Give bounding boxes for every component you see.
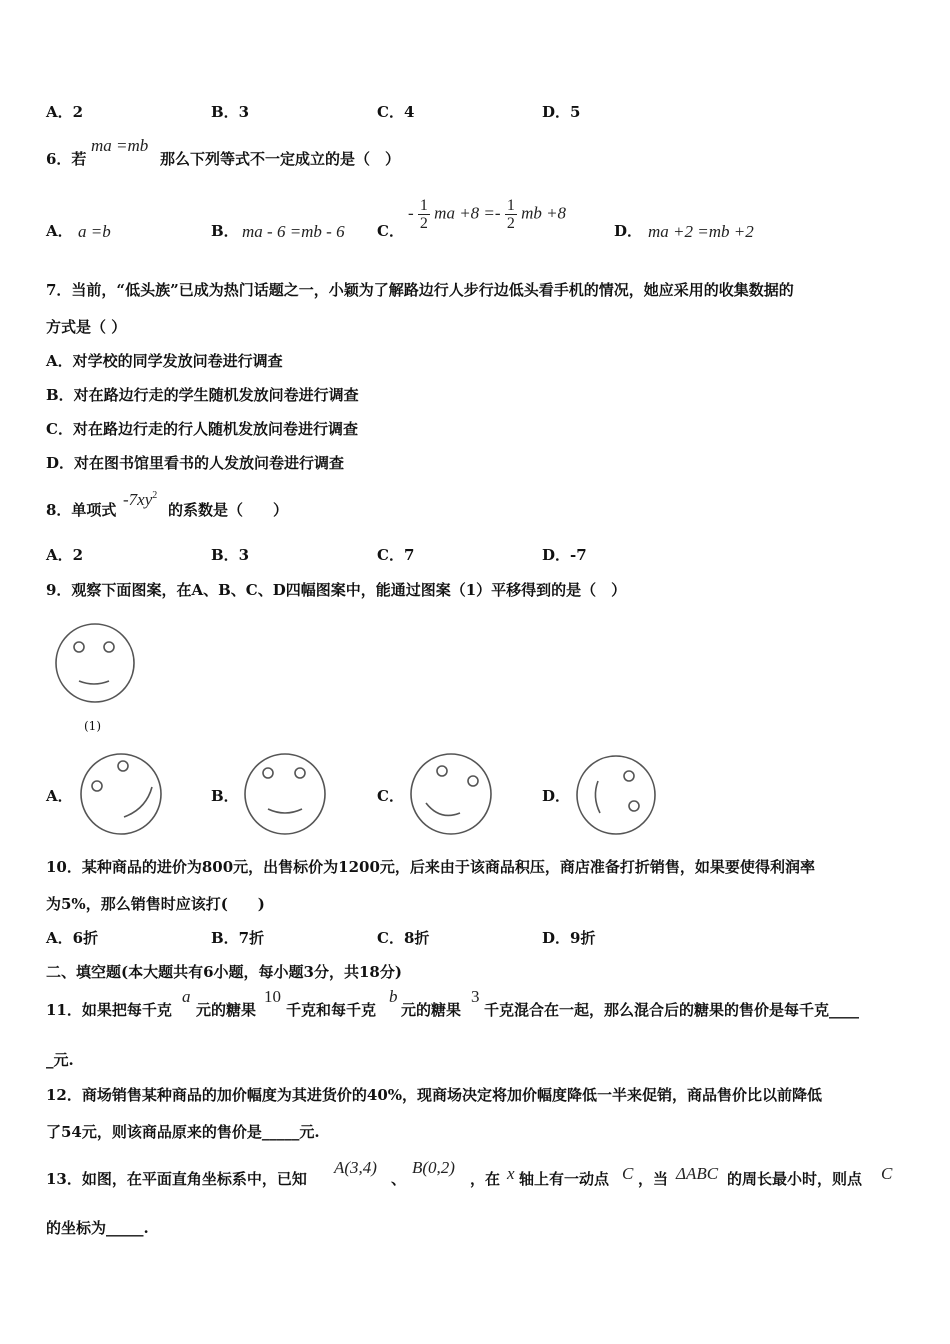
q13-text-line2: 的坐标为_____.: [46, 1219, 149, 1237]
face-option-c: [410, 753, 492, 835]
q10-option-c: C．8折: [377, 929, 430, 947]
q6-option-d-expr: ma +2 =mb +2: [648, 222, 754, 241]
q9-option-c-label: C．: [377, 787, 404, 805]
q6-prefix: 6．若: [46, 150, 87, 168]
q13-point-a: A(3,4): [334, 1158, 377, 1177]
q8-option-d: D．-7: [542, 546, 587, 564]
face-figure-1: [55, 623, 135, 703]
q6-frac2-den: 2: [506, 215, 515, 232]
q8-expr-exponent: 2: [152, 490, 158, 501]
q6-option-c-frac2: [505, 197, 517, 232]
q10-option-a: A．6折: [46, 929, 99, 947]
q13-text-4: 轴上有一动点: [519, 1170, 610, 1188]
q6-option-c-end: mb +8: [521, 203, 567, 223]
q8-expr-base: -7xy: [123, 490, 153, 509]
face-option-a: [80, 753, 162, 835]
q8-option-c: C．7: [377, 546, 415, 564]
q13-var-x: x: [507, 1164, 515, 1183]
q6-option-b-label: B．: [211, 222, 239, 240]
q11-text-line2: _元.: [46, 1051, 74, 1069]
q13-text-5: ，当: [638, 1170, 669, 1188]
q11-text-1: 11．如果把每千克: [46, 1001, 172, 1019]
q8-option-a: A．2: [46, 546, 84, 564]
q11-text-3: 千克和每千克: [286, 1001, 377, 1019]
face-option-b: [244, 753, 326, 835]
q11-text-4: 元的糖果: [401, 1001, 462, 1019]
q9-option-d-label: D．: [542, 787, 571, 805]
q11-num-3: 3: [471, 987, 480, 1006]
q6-option-a-expr: a =b: [78, 222, 111, 241]
q8-option-b: B．3: [211, 546, 250, 564]
q13-var-c: C: [622, 1164, 634, 1183]
q5-option-b: B．3: [211, 103, 250, 121]
q6-option-c-label: C．: [377, 222, 404, 240]
q7-option-b: B．对在路边行走的学生随机发放问卷进行调查: [46, 386, 359, 404]
q11-text-5: 千克混合在一起，那么混合后的糖果的售价是每千克____: [484, 1001, 860, 1019]
q10-stem-line2: 为5%，那么销售时应该打( ): [46, 895, 265, 913]
q6-option-a-label: A．: [46, 222, 73, 240]
q12-stem-line1: 12．商场销售某种商品的加价幅度为其进货价的40%，现商场决定将加价幅度降低一半来促销，商品售价比以前降低: [46, 1086, 823, 1104]
q9-option-a-label: A．: [46, 787, 73, 805]
q6-option-c-frac1: [418, 197, 430, 232]
q6-frac1-den: 2: [419, 215, 428, 232]
q5-option-c: C．4: [377, 103, 415, 121]
q13-text-6: 的周长最小时，则点: [727, 1170, 863, 1188]
q10-option-b: B．7折: [211, 929, 265, 947]
q7-option-a: A．对学校的同学发放问卷进行调查: [46, 352, 283, 370]
q13-triangle: ΔABC: [676, 1164, 719, 1183]
face-figure-1-label: (1): [84, 719, 101, 733]
q11-num-10: 10: [264, 987, 281, 1006]
q13-point-b: B(0,2): [412, 1158, 455, 1177]
q5-option-d: D．5: [542, 103, 581, 121]
q6-option-c-minus: -: [408, 203, 414, 223]
face-option-d: [576, 755, 656, 835]
q6-frac2-num: 1: [506, 197, 515, 214]
q6-option-c-mid: ma +8 =-: [434, 203, 501, 223]
q8-expr: [123, 490, 157, 513]
q9-option-b-label: B．: [211, 787, 239, 805]
q11-var-b: b: [389, 987, 398, 1006]
q13-text-3: ，在: [470, 1170, 501, 1188]
q13-text-2: 、: [391, 1170, 407, 1188]
q13-text-1: 13．如图，在平面直角坐标系中，已知: [46, 1170, 307, 1188]
q6-frac1-num: 1: [419, 197, 428, 214]
q7-option-c: C．对在路边行走的行人随机发放问卷进行调查: [46, 420, 358, 438]
q6-option-c-expr: [408, 197, 566, 232]
q6-condition: ma =mb: [91, 136, 149, 155]
section-heading-fill-in: 二、填空题(本大题共有6小题，每小题3分，共18分): [46, 963, 402, 981]
q6-option-b-expr: ma - 6 =mb - 6: [242, 222, 345, 241]
q6-option-d-label: D．: [614, 222, 643, 240]
q11-var-a: a: [182, 987, 191, 1006]
q7-option-d: D．对在图书馆里看书的人发放问卷进行调查: [46, 454, 345, 472]
q8-stem: 的系数是（ ）: [168, 501, 289, 519]
q9-stem: 9．观察下面图案，在A、B、C、D四幅图案中，能通过图案（1）平移得到的是（ ）: [46, 581, 627, 599]
q10-stem-line1: 10．某种商品的进价为800元，出售标价为1200元，后来由于该商品积压，商店准备打折销售，如果要使得利润率: [46, 858, 815, 876]
q5-option-a: A．2: [46, 103, 84, 121]
q13-var-c-2: C: [881, 1164, 893, 1183]
q6-stem: 那么下列等式不一定成立的是（ ）: [160, 150, 401, 168]
q7-stem-line1: 7．当前，“低头族”已成为热门话题之一，小颖为了解路边行人步行边低头看手机的情况，她应采用的收集数据的: [46, 281, 794, 299]
q10-option-d: D．9折: [542, 929, 596, 947]
q12-stem-line2: 了54元，则该商品原来的售价是_____元.: [46, 1123, 320, 1141]
q8-prefix: 8．单项式: [46, 501, 117, 519]
q11-text-2: 元的糖果: [196, 1001, 257, 1019]
q7-stem-line2: 方式是（ ）: [46, 318, 127, 336]
